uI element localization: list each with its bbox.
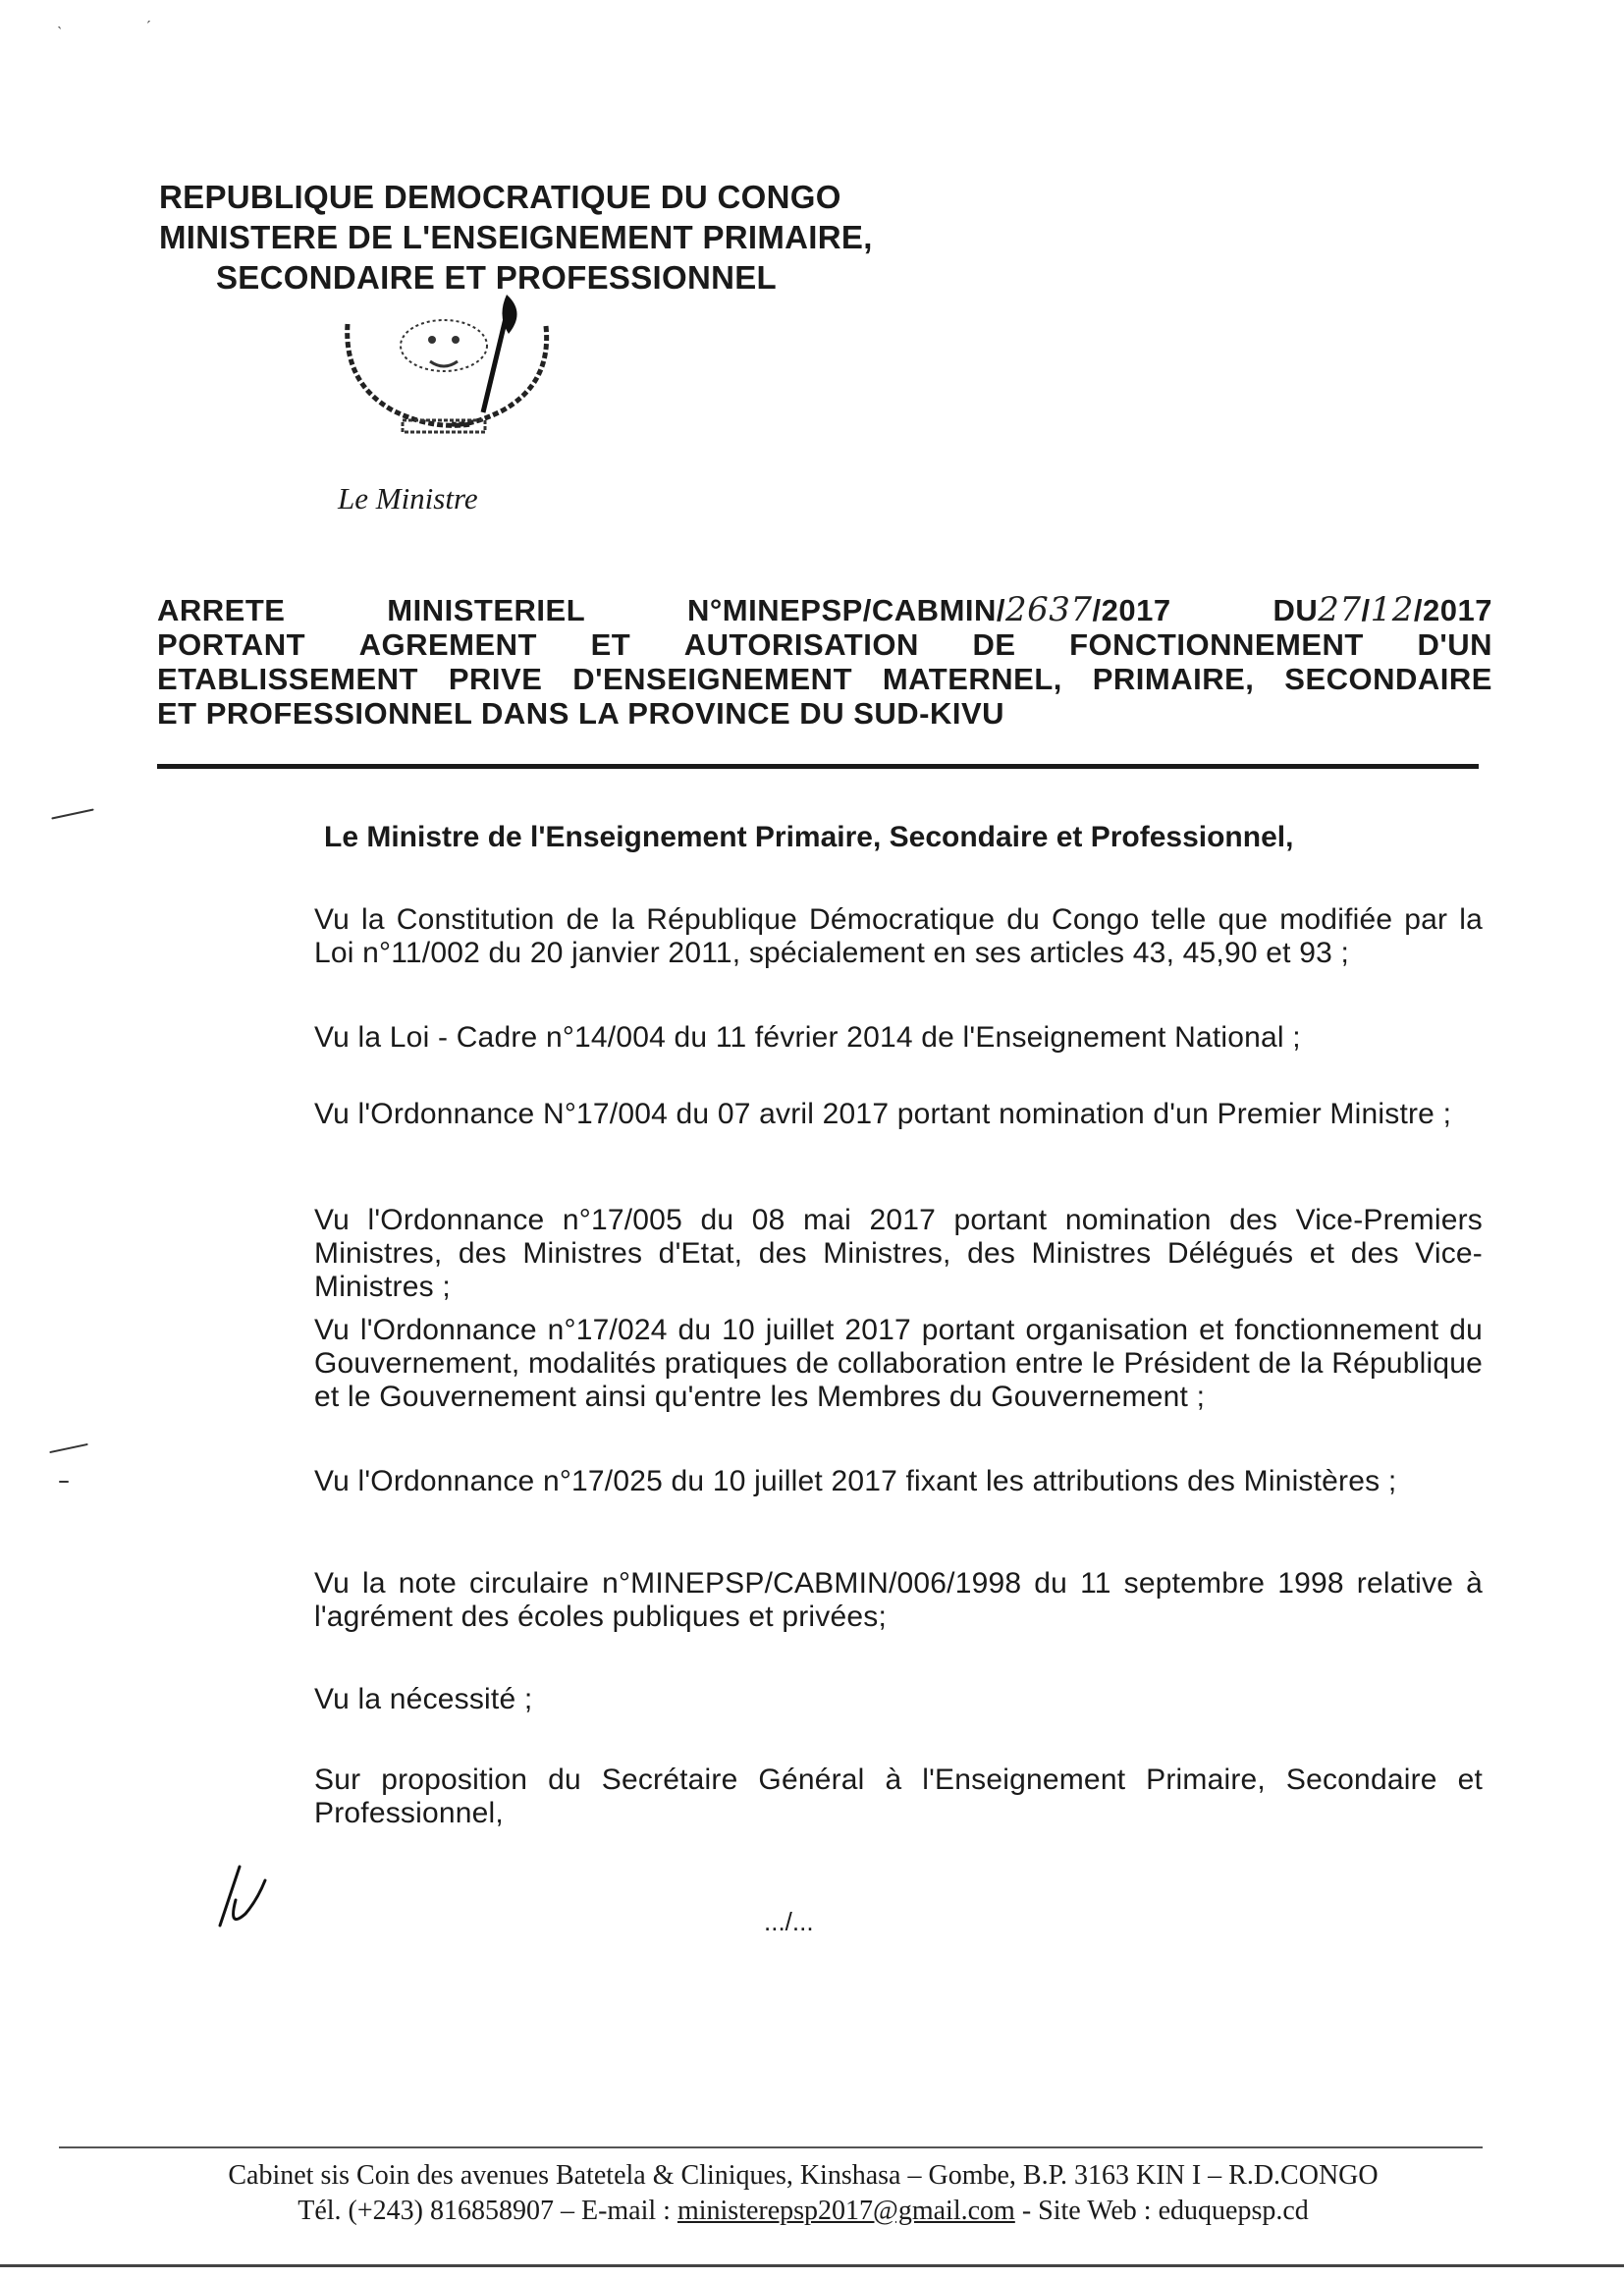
footer-contact-line: Tél. (+243) 816858907 – E-mail : ministerepsp2017@gmail.com - Site Web : eduquepsp.cd [298, 2196, 1309, 2226]
title-word: PRIVE [448, 662, 543, 696]
title-word: ETABLISSEMENT [157, 662, 418, 696]
title-word: DE [972, 627, 1016, 662]
considerant-9: Sur proposition du Secrétaire Général à l'Enseignement Primaire, Secondaire et Professionnel, [314, 1764, 1483, 1829]
title-word: ARRETE [157, 593, 286, 627]
margin-mark [49, 1443, 88, 1453]
email-link[interactable]: ministerepsp2017@gmail.com [677, 2196, 1015, 2226]
decree-number: N°MINEPSP/CABMIN/2637/2017 [686, 590, 1171, 629]
title-word: D'UN [1417, 627, 1492, 662]
letterhead [159, 177, 873, 298]
considerant-3: Vu l'Ordonnance N°17/004 du 07 avril 2017 portant nomination d'un Premier Ministre ; [314, 1098, 1452, 1130]
initials-signature [206, 1861, 275, 1939]
considerant-4: Vu l'Ordonnance n°17/005 du 08 mai 2017 portant nomination des Vice-Premiers Ministres, des Ministres d'Etat, des Ministres, des Ministres Délégués et des Vice-Ministres ; [314, 1204, 1483, 1303]
scan-edge [0, 2264, 1624, 2267]
margin-mark [59, 1481, 69, 1483]
scan-mark: ˎ [57, 10, 63, 29]
considerant-2: Vu la Loi - Cadre n°14/004 du 11 février 2014 de l'Enseignement National ; [314, 1021, 1301, 1054]
page-continuation-mark: .../... [764, 1907, 814, 1936]
title-word: FONCTIONNEMENT [1069, 627, 1364, 662]
decree-title-row-1 [157, 590, 1492, 629]
title-word: D'ENSEIGNEMENT [572, 662, 853, 696]
handwritten-decree-number: 2637 [1005, 590, 1093, 629]
letterhead-country: REPUBLIQUE DEMOCRATIQUE DU CONGO [159, 179, 841, 215]
title-word: SECONDAIRE [1284, 662, 1492, 696]
title-word: ET [590, 627, 631, 662]
minister-signoff: Le Ministre [338, 481, 478, 516]
margin-mark [51, 808, 93, 819]
letterhead-ministry-cont: SECONDAIRE ET PROFESSIONNEL [216, 259, 778, 296]
decree-title-row-3 [157, 662, 1492, 696]
decree-title-row-2 [157, 627, 1492, 662]
footer-address: Cabinet sis Coin des avenues Batetela & Cliniques, Kinshasa – Gombe, B.P. 3163 KIN I – R.D.CONGO [228, 2160, 1379, 2191]
title-word: AGREMENT [358, 627, 537, 662]
handwritten-month: 12 [1370, 590, 1414, 629]
title-underline [157, 764, 1479, 769]
decree-title [157, 590, 1492, 731]
title-word: MINISTERIEL [387, 593, 586, 627]
footer-divider [59, 2146, 1483, 2148]
letterhead-ministry: MINISTERE DE L'ENSEIGNEMENT PRIMAIRE, [159, 219, 873, 255]
handwritten-day: 27 [1318, 590, 1362, 629]
footer-contact [175, 2158, 1432, 2229]
considerant-5: Vu l'Ordonnance n°17/024 du 10 juillet 2017 portant organisation et fonctionnement du Gouvernement, modalités pratiques de collaboration entre le Président de la République et le Gouvernement ainsi qu'entre les Membres du Gouvernement ; [314, 1314, 1483, 1413]
considerant-7: Vu la note circulaire n°MINEPSP/CABMIN/006/1998 du 11 septembre 1998 relative à l'agrément des écoles publiques et privées; [314, 1567, 1483, 1633]
decree-title-row-4: ET PROFESSIONNEL DANS LA PROVINCE DU SUD-KIVU [157, 696, 1005, 731]
title-word: PRIMAIRE, [1092, 662, 1255, 696]
scan-mark: ˏ [145, 4, 151, 24]
considerant-8: Vu la nécessité ; [314, 1683, 533, 1715]
title-word: PORTANT [157, 627, 306, 662]
considerant-1: Vu la Constitution de la République Démocratique du Congo telle que modifiée par la Loi n°11/002 du 20 janvier 2011, spécialement en ses articles 43, 45,90 et 93 ; [314, 903, 1483, 969]
coat-of-arms-emblem [334, 295, 560, 440]
preamble-intro: Le Ministre de l'Enseignement Primaire, Secondaire et Professionnel, [324, 821, 1294, 853]
title-word: AUTORISATION [683, 627, 919, 662]
decree-date: DU27/12/2017 [1272, 590, 1492, 629]
title-word: MATERNEL, [882, 662, 1062, 696]
considerant-6: Vu l'Ordonnance n°17/025 du 10 juillet 2017 fixant les attributions des Ministères ; [314, 1465, 1397, 1497]
